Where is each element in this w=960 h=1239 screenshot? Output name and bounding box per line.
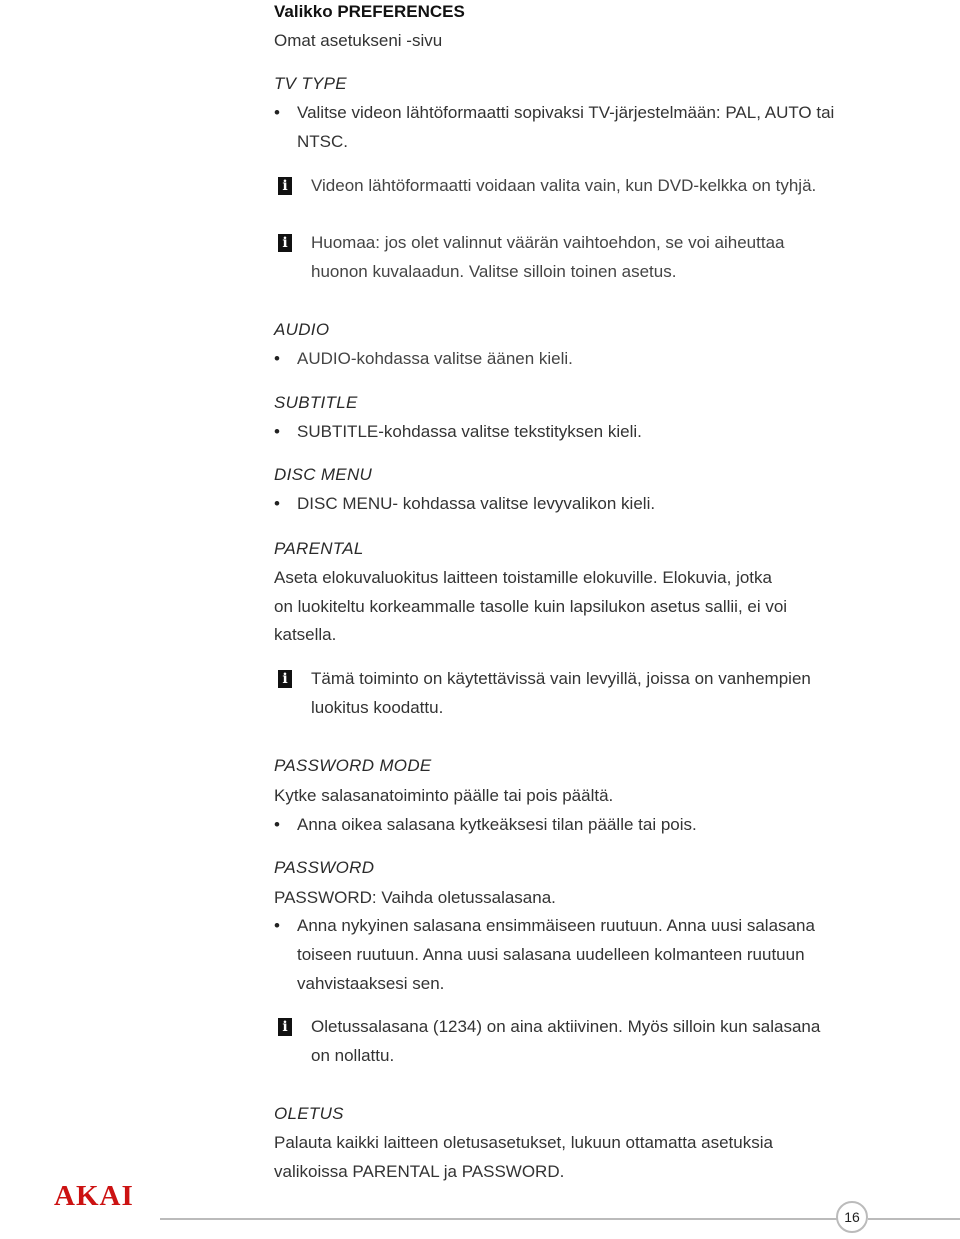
section-heading-password-mode: PASSWORD MODE xyxy=(274,756,432,775)
bullet-marker: • xyxy=(274,815,280,834)
bullet-marker: • xyxy=(274,349,280,368)
bullet-marker: • xyxy=(274,422,280,441)
password-bullet-line2: toiseen ruutuun. Anna uusi salasana uudelleen kolmanteen ruutuun xyxy=(297,945,805,964)
bullet-marker: • xyxy=(274,916,280,935)
audio-bullet: AUDIO-kohdassa valitse äänen kieli. xyxy=(297,349,573,368)
oletus-line1: Palauta kaikki laitteen oletusasetukset, lukuun ottamatta asetuksia xyxy=(274,1133,773,1152)
info-icon: i xyxy=(278,1018,292,1036)
page-number: 16 xyxy=(836,1201,868,1233)
password-line1: PASSWORD: Vaihda oletussalasana. xyxy=(274,888,556,907)
bullet-marker: • xyxy=(274,494,280,513)
tv-type-info1: Videon lähtöformaatti voidaan valita vain, kun DVD-kelkka on tyhjä. xyxy=(311,176,817,195)
section-heading-password: PASSWORD xyxy=(274,858,375,877)
bullet-marker: • xyxy=(274,103,280,122)
section-heading-subtitle: SUBTITLE xyxy=(274,393,358,412)
parental-info-line1: Tämä toiminto on käytettävissä vain levyillä, joissa on vanhempien xyxy=(311,669,811,688)
akai-logo: AKAI xyxy=(54,1180,134,1212)
password-bullet-line3: vahvistaaksesi sen. xyxy=(297,974,445,993)
tv-type-bullet-line1: Valitse videon lähtöformaatti sopivaksi TV-järjestelmään: PAL, AUTO tai xyxy=(297,103,835,122)
parental-line3: katsella. xyxy=(274,625,337,644)
parental-info-line2: luokitus koodattu. xyxy=(311,698,444,717)
section-heading-disc-menu: DISC MENU xyxy=(274,465,373,484)
section-heading-parental: PARENTAL xyxy=(274,539,364,558)
password-info-line1: Oletussalasana (1234) on aina aktiivinen. Myös silloin kun salasana xyxy=(311,1017,821,1036)
section-heading-audio: AUDIO xyxy=(274,320,330,339)
info-icon: i xyxy=(278,670,292,688)
page-subtitle: Omat asetukseni -sivu xyxy=(274,31,443,50)
parental-line1: Aseta elokuvaluokitus laitteen toistamille elokuville. Elokuvia, jotka xyxy=(274,568,772,587)
footer-rule xyxy=(160,1218,840,1220)
password-bullet-line1: Anna nykyinen salasana ensimmäiseen ruutuun. Anna uusi salasana xyxy=(297,916,815,935)
tv-type-bullet-line2: NTSC. xyxy=(297,132,348,151)
subtitle-bullet: SUBTITLE-kohdassa valitse tekstityksen kieli. xyxy=(297,422,642,441)
tv-type-info2-line1: Huomaa: jos olet valinnut väärän vaihtoehdon, se voi aiheuttaa xyxy=(311,233,785,252)
parental-line2: on luokiteltu korkeammalle tasolle kuin lapsilukon asetus sallii, ei voi xyxy=(274,597,788,616)
password-info-line2: on nollattu. xyxy=(311,1046,395,1065)
info-icon: i xyxy=(278,234,292,252)
oletus-line2: valikoissa PARENTAL ja PASSWORD. xyxy=(274,1162,565,1181)
password-mode-bullet: Anna oikea salasana kytkeäksesi tilan päälle tai pois. xyxy=(297,815,697,834)
section-heading-tv-type: TV TYPE xyxy=(274,74,347,93)
disc-menu-bullet: DISC MENU- kohdassa valitse levyvalikon kieli. xyxy=(297,494,656,513)
info-icon: i xyxy=(278,177,292,195)
tv-type-info2-line2: huonon kuvalaadun. Valitse silloin toinen asetus. xyxy=(311,262,677,281)
section-heading-oletus: OLETUS xyxy=(274,1104,344,1123)
password-mode-line1: Kytke salasanatoiminto päälle tai pois päältä. xyxy=(274,786,614,805)
page-title: Valikko PREFERENCES xyxy=(274,2,465,21)
footer-rule-right xyxy=(868,1218,960,1220)
